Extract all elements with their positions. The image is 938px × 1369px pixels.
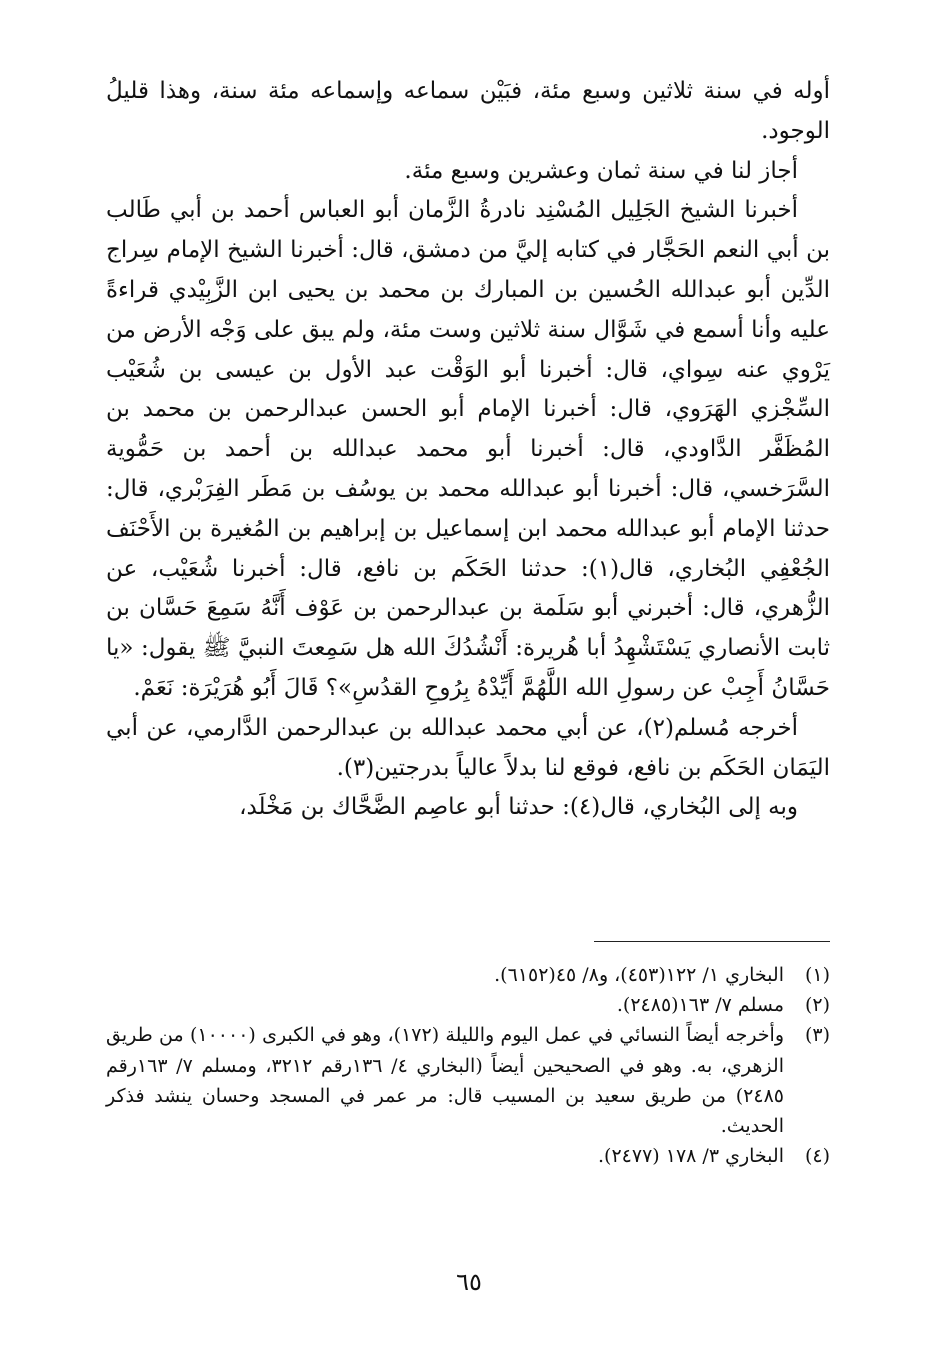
footnotes <box>106 960 830 1171</box>
footnote-4 <box>106 1141 830 1171</box>
paragraph-1: أوله في سنة ثلاثين وسبع مئة، فبَيْن سماعه وإسماعه مئة سنة، وهذا قليلُ الوجود. <box>106 78 830 144</box>
footnote-text: البخاري ٣/ ١٧٨ (٢٤٧٧). <box>598 1145 784 1168</box>
footnote-number: (١) <box>804 964 830 986</box>
paragraph-5: وبه إلى البُخاري، قال(٤): حدثنا أبو عاصِم الضَّحَّاك بن مَخْلَد، <box>239 794 798 821</box>
footnote-1 <box>106 960 830 990</box>
footnote-text: وأخرجه أيضاً النسائي في عمل اليوم والليلة (١٧٢)، وهو في الكبرى (١٠٠٠٠) من طريق الزهري، به. وهو في الصحيحين أيضاً (البخاري ٤/ ١٣٦رقم ٣٢١٢، ومسلم ٧/ ١٦٣رقم ٢٤٨٥) من طريق سعيد بن المسيب قال: مر عمر في المسجد وحسان ينشد فذكر الحديث. <box>106 1024 784 1138</box>
paragraph-3: أخبرنا الشيخ الجَلِيل المُسْنِد نادرةُ الزَّمان أبو العباس أحمد بن أبي طَالب بن أبي النعم الحَجَّار في كتابه إليَّ من دمشق، قال: أخبرنا الشيخ الإمام سِراج الدِّين أبو عبدالله الحُسين بن المبارك بن محمد بن يحيى ابن الزَّبِيْدي قراءةً عليه وأنا أسمع في شَوَّال سنة ثلاثين وست مئة، ولم يبق على وَجْه الأرض من يَرْوي عنه سِواي، قال: أخبرنا أبو الوَقْت عبد الأول بن عيسى بن شُعَيْب السِّجْزي الهَرَوي، قال: أخبرنا الإمام أبو الحسن عبدالرحمن بن محمد بن المُظَفَّر الدَّاودي، قال: أخبرنا أبو محمد عبدالله بن أحمد بن حَمُّوية السَّرَخسي، قال: أخبرنا أبو عبدالله محمد بن يوسُف بن مَطَر الفِرَبْري، قال: حدثنا الإمام أبو عبدالله محمد ابن إسماعيل بن إبراهيم بن المُغيرة بن الأَحْنَف الجُعْفِي البُخاري، قال(١): حدثنا الحَكَم بن نافع، قال: أخبرنا شُعَيْب، عن الزُّهري، قال: أخبرني أبو سَلَمة بن عبدالرحمن بن عَوْف أَنَّهُ سَمِعَ حَسَّان بن ثابت الأنصاري يَسْتَشْهِدُ أبا هُريرة: أَنْشُدُكَ الله هل سَمِعتَ النبيَّ ﷺ يقول: «يا حَسَّانُ أَجِبْ عن رسولِ الله اللَّهُمَّ أَيِّدْهُ بِرُوحِ القدُسِ»؟ قَالَ أَبُو هُرَيْرَة: نَعَمْ. <box>106 197 830 701</box>
footnote-number: (٤) <box>804 1145 830 1168</box>
paragraph-4: أخرجه مُسلم(٢)، عن أبي محمد عبدالله بن عبدالرحمن الدَّارمي، عن أبي اليَمَان الحَكَم بن نافع، فوقع لنا بدلاً عالياً بدرجتين(٣). <box>106 714 830 781</box>
footnote-number: (٢) <box>804 994 830 1017</box>
footnote-number: (٣) <box>804 1024 830 1047</box>
footnote-text: مسلم ٧/ ١٦٣(٢٤٨٥). <box>616 994 784 1017</box>
footnote-3 <box>106 1020 830 1141</box>
page-number: ٦٥ <box>456 1268 482 1296</box>
footnote-2 <box>106 990 830 1020</box>
footnote-divider <box>594 941 830 942</box>
paragraph-2: أجاز لنا في سنة ثمان وعشرين وسبع مئة. <box>404 157 798 184</box>
main-text <box>106 72 830 828</box>
footnote-text: البخاري ١/ ١٢٢(٤٥٣)، و٨/ ٤٥(٦١٥٢). <box>494 964 784 986</box>
